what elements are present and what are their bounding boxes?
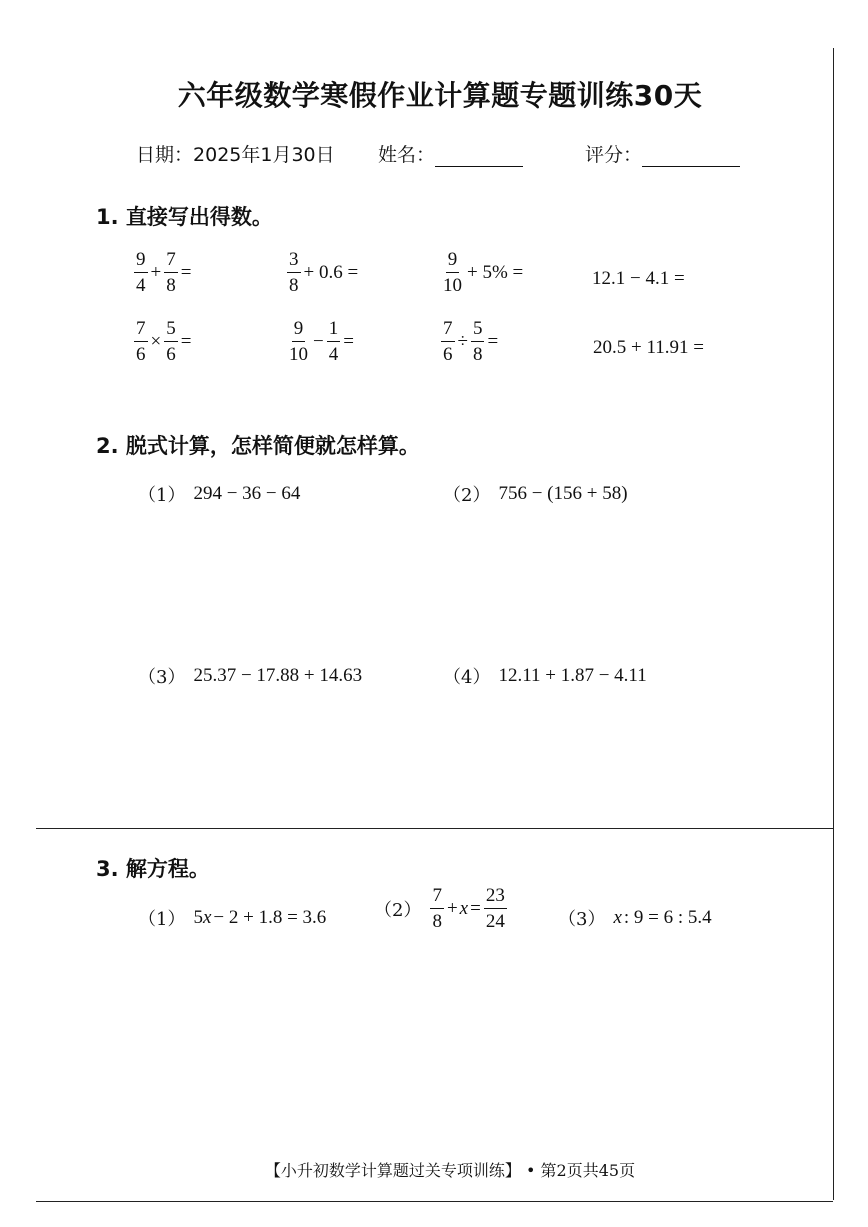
date-label: 日期： [136, 144, 194, 166]
equation-item: （3） x : 9 = 6 : 5.4 [558, 907, 712, 930]
quick-calc-item: $\frac{3}{8}$ + 0.6 = [289, 249, 359, 296]
quick-calc-item: 12.1 − 4.1 = [592, 268, 685, 289]
date-value: 2025年1月30日 [193, 144, 335, 166]
quick-calc-item: $\frac{9}{10}$ − $\frac{1}{4}$ = [289, 318, 354, 365]
step-calc-item: （2） 756 − (156 + 58) [443, 483, 628, 506]
section2-heading: 2. 脱式计算，怎样简便就怎样算。 [96, 434, 420, 458]
date-field [136, 140, 335, 167]
bottom-border-line [36, 1201, 833, 1202]
right-border-line [833, 48, 834, 1200]
step-calc-item: （4） 12.11 + 1.87 − 4.11 [443, 665, 647, 688]
quick-calc-item: $\frac{9}{10}$ + 5% = [443, 249, 524, 296]
name-field [378, 140, 523, 167]
quick-calc-item: $\frac{7}{6}$ ÷ $\frac{5}{8}$ = [443, 318, 499, 365]
page-title: 六年级数学寒假作业计算题专题训练30天 [177, 79, 703, 112]
score-label: 评分： [585, 144, 643, 166]
equation-item: （1） 5 x − 2 + 1.8 = 3.6 [138, 907, 327, 930]
quick-calc-item: $\frac{7}{6}$ × $\frac{5}{6}$ = [136, 318, 192, 365]
name-blank[interactable] [435, 146, 523, 167]
equation-item: （2） $\frac{7}{8}$ + x = $\frac{23}{24}$ [374, 885, 505, 932]
section3-heading: 3. 解方程。 [96, 857, 210, 881]
page-footer: 【小升初数学计算题过关专项训练】 • 第2页共45页 [264, 1161, 636, 1180]
score-field [585, 140, 740, 167]
step-calc-item: （1） 294 − 36 − 64 [138, 483, 301, 506]
score-blank[interactable] [642, 146, 740, 167]
step-calc-item: （3） 25.37 − 17.88 + 14.63 [138, 665, 363, 688]
name-label: 姓名： [378, 144, 436, 166]
section1-heading: 1. 直接写出得数。 [96, 205, 273, 229]
quick-calc-item: $\frac{9}{4}$ + $\frac{7}{8}$ = [136, 249, 192, 296]
quick-calc-item: 20.5 + 11.91 = [593, 337, 704, 358]
section-divider-line [36, 828, 833, 829]
